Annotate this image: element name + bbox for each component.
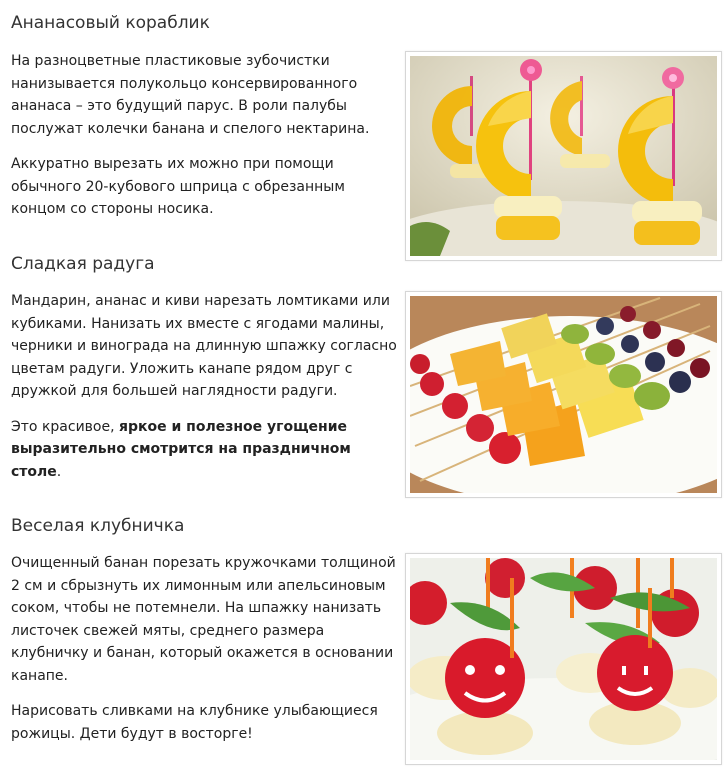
section-title: Веселая клубничка (11, 516, 185, 536)
paragraph: Нарисовать сливками на клубнике улыбающиеся рожицы. Дети будут в восторге! (11, 703, 378, 742)
section-title: Ананасовый кораблик (11, 13, 210, 33)
paragraph-text-end: . (56, 463, 62, 480)
fruit-rainbow-skewers-photo (405, 291, 722, 498)
strawberry-smiles-photo (405, 553, 722, 765)
fruit-rainbow-skewers-photo-icon (410, 296, 717, 493)
pineapple-boats-photo-icon (410, 56, 717, 256)
paragraph: На разноцветные пластиковые зубочистки нанизывается полукольцо консервированного ананаса – это будущий парус. В роли палубы послужат колечки банана и спелого нектарина. (11, 53, 370, 137)
strawberry-smiles-photo-icon (410, 558, 717, 760)
paragraph-text: Это красивое, (11, 418, 119, 435)
paragraph (11, 416, 401, 484)
section-text (11, 50, 401, 234)
paragraph: Очищенный банан порезать кружочками толщиной 2 см и сбрызнуть их лимонным или апельсиновым соком, чтобы не потемнели. На шпажку нанизать листочек свежей мяты, среднего размера клубничку и банан, который окажется в основании канапе. (11, 555, 396, 684)
paragraph: Аккуратно вырезать их можно при помощи обычного 20-кубового шприца с обрезанным концом со стороны носика. (11, 156, 345, 217)
paragraph-bold-text: яркое и полезное угощение выразительно смотрится на праздничном столе (11, 418, 351, 480)
paragraph: Мандарин, ананас и киви нарезать ломтиками или кубиками. Нанизать их вместе с ягодами малины, черники и винограда на длинную шпажку согласно цветам радуги. Уложить канапе рядом друг с дружкой для большей наглядности радуги. (11, 293, 397, 399)
section-title: Сладкая радуга (11, 254, 155, 274)
section-text (11, 552, 401, 758)
section-text (11, 290, 401, 496)
pineapple-boats-photo (405, 51, 722, 261)
